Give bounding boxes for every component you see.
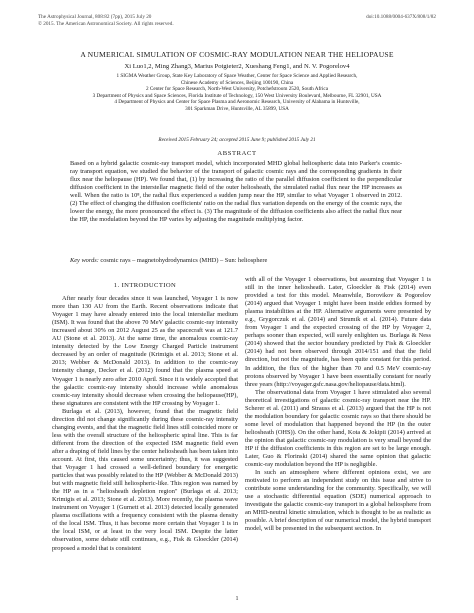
paragraph: Burlaga et al. (2013), however, found that the magnetic field direction did not change significantly during these cosmic-ray intensity changing events, and that the magnetic field lines still coincided more or less with the overall structure of the heliospheric spiral line. This is far different from the direction of the expected ISM magnetic field even after a draping of field lines by the center heliosheath has been taken into account. At first, this caused some uncertainty; thus, it was suggested that Voyager 1 had crossed a well-defined boundary for energetic particles that was possibly related to the HP (Webber & McDonald 2013) but with magnetic field still heliospheric-like. This region was named by the HP as in a "heliosheath depletion region" (Burlaga et al. 2013; Krimigis et al. 2013; Stone et al. 2013). More recently, the plasma wave instrument on Voyager 1 (Gurnett et al. 2013) detected locally generated plasma oscillations with a frequency consistent with the plasma density of the local ISM. Thus, it has become more certain that Voyager 1 is in the local ISM, or at least in the very local ISM. Despite the latter observation, some debate still continues, e.g., Fisk & Gloeckler (2014) proposed a model that is consistent [52,407,238,552]
keywords [70,257,402,265]
paper-title: A NUMERICAL SIMULATION OF COSMIC-RAY MODULATION NEAR THE HELIOPAUSE [80,50,394,59]
running-header-left [38,14,174,27]
affiliation-line: 2 Center for Space Research, North-West University, Potchefstroom 2520, South Africa [145,86,329,93]
affiliation-line: 1 SIGMA Weather Group, State Key Laboratory of Space Weather, Center for Space Science and Applied Research, [116,73,358,79]
abstract-heading: ABSTRACT [217,150,257,157]
author-list: Xi Luo1,2, Ming Zhang3, Marius Potgieter2, Xueshang Feng1, and N. V. Pogorelov4 [124,63,350,70]
affiliation-line: 301 Sparkman Drive, Huntsville, AL 35899, USA [185,105,289,112]
keywords-text: cosmic rays – magnetohydrodynamics (MHD) – Sun: heliosphere [98,257,268,264]
doi-label: doi:10.1088/0004-637X/808/1/82 [366,14,436,20]
affiliation-line: Chinese Academy of Sciences, Beijing 100190, China [180,79,294,86]
keywords-label: Key words: [70,257,99,264]
copyright-line: © 2015. The American Astronomical Society. All rights reserved. [38,20,174,27]
affiliations [20,73,454,113]
abstract-text: Based on a hybrid galactic cosmic-ray transport model, which incorporated MHD global heliospheric data into Parker's cosmic-ray transport equation, we studied the behavior of the transport of galactic cosmic rays and the corresponding gradients in their flux near the heliopause (HP). We found that, (1) by increasing the ratio of the parallel diffusion coefficient to the perpendicular diffusion coefficient in the interstellar magnetic field of the outer heliosheath, the simulated radial flux near the HP increases as well. When the ratio is 10⁸, the radial flux experienced a sudden jump near the HP, similar to what Voyager 1 observed in 2012. (2) The effect of changing the diffusion coefficients' ratio on the radial flux variation depends on the energy of the cosmic rays, the lower the energy, the more pronounced the effect is. (3) The magnitude of the diffusion coefficients also affect the radial flux near the HP, the modulation beyond the HP varies by adjusting the magnitude multiplying factor. [70,160,402,224]
paragraph: The observational data from Voyager 1 have stimulated also several theoretical investigations of galactic cosmic-ray transport near the HP. Scherer et al. (2011) and Strauss et al. (2013) argued that the HP is not the modulation boundary for galactic cosmic rays so that there should be some level of modulation that happened beyond the HP (in the outer heliosheath (OHS)). On the other hand, Kota & Jokipii (2014) arrived at the opinion that galactic cosmic-ray modulation is very small beyond the HP if the diffusion coefficients in this region are set to be large enough. Later, Guo & Florinski (2014) shared the same opinion that galactic cosmic-ray modulation beyond the HP is negligible. [245,388,431,469]
paragraph: After nearly four decades since it was launched, Voyager 1 is now more than 130 AU from the Earth. Recent observations indicate that Voyager 1 may have already entered into the local interstellar medium (ISM). It was found that the above 70 MeV galactic cosmic-ray intensity increased about 30% on 2012 August 25 as the spacecraft was at 121.7 AU (Stone et al. 2013). At the same time, the anomalous cosmic-ray intensity detected by the Low Energy Charged Particle instrument decreased by an order of magnitude (Krimigis et al. 2013; Stone et al. 2013; Webber & McDonald 2013). In addition to the cosmic-ray intensity change, Decker et al. (2012) found that the plasma speed at Voyager 1 is nearly zero after 2010 April. Since it is widely accepted that the galactic cosmic-ray intensity should increase while anomalous cosmic-ray intensity should decrease when crossing the heliopause(HP), these signatures are consistent with the HP crossing by Voyager 1. [52,295,238,407]
paragraph: In such an atmosphere where different opinions exist, we are motivated to perform an independent study on this issue and strive to contribute some understanding for the community. Specifically, we will use a stochastic differential equation (SDE) numerical approach to investigate the galactic cosmic-ray transport in a global heliosphere from an MHD-neutral kinetic simulation, which is thought to be as realistic as possible. A brief description of our numerical model, the hybrid transport model, will be presented in the subsequent section. In [245,469,431,533]
paragraph: with all of the Voyager 1 observations, but assuming that Voyager 1 is still in the inner heliosheath. Later, Gloeckler & Fisk (2014) even provided a test for this model. Meanwhile, Borovikov & Pogorelov (2014) argued that Voyager 1 might have been inside eddies formed by plasma instabilities at the HP. Alternative arguments were presented by e.g., Grygorczuk et al. (2014) and Strumik et al. (2014). Future data from Voyager 1 and the expected crossing of the HP by Voyager 2, perhaps sooner than expected, will surely enlighten us. Burlaga & Ness (2014) showed that the sector boundary predicted by Fisk & Gloeckler (2014) had not been observed through 2014/151 and that the field direction, but not the magnitude, has been quite constant for this period. In addition, the flux of the higher than 70 and 0.5 MeV cosmic-ray protons observed by Voyager 1 have been essentially constant for nearly three years (http://voyager.gsfc.nasa.gov/heliopause/data.html). [245,276,431,388]
left-column [52,282,238,553]
page-number: 1 [235,596,239,602]
right-column [245,276,431,534]
affiliation-line: 3 Department of Physics and Space Sciences, Florida Institute of Technology, 150 West University Boulevard, Melbourne, FL 32901, USA [92,92,382,99]
publication-dates: Received 2015 February 24; accepted 2015 June 9; published 2015 July 21 [158,137,316,143]
affiliation-line: 4 Department of Physics and Center for Space Plasma and Aeronomic Research, University of Alabama in Huntsville, [114,99,360,106]
journal-line: The Astrophysical Journal, 808:82 (7pp), 2015 July 20 [38,14,152,20]
section-heading-introduction: 1. INTRODUCTION [113,282,177,289]
